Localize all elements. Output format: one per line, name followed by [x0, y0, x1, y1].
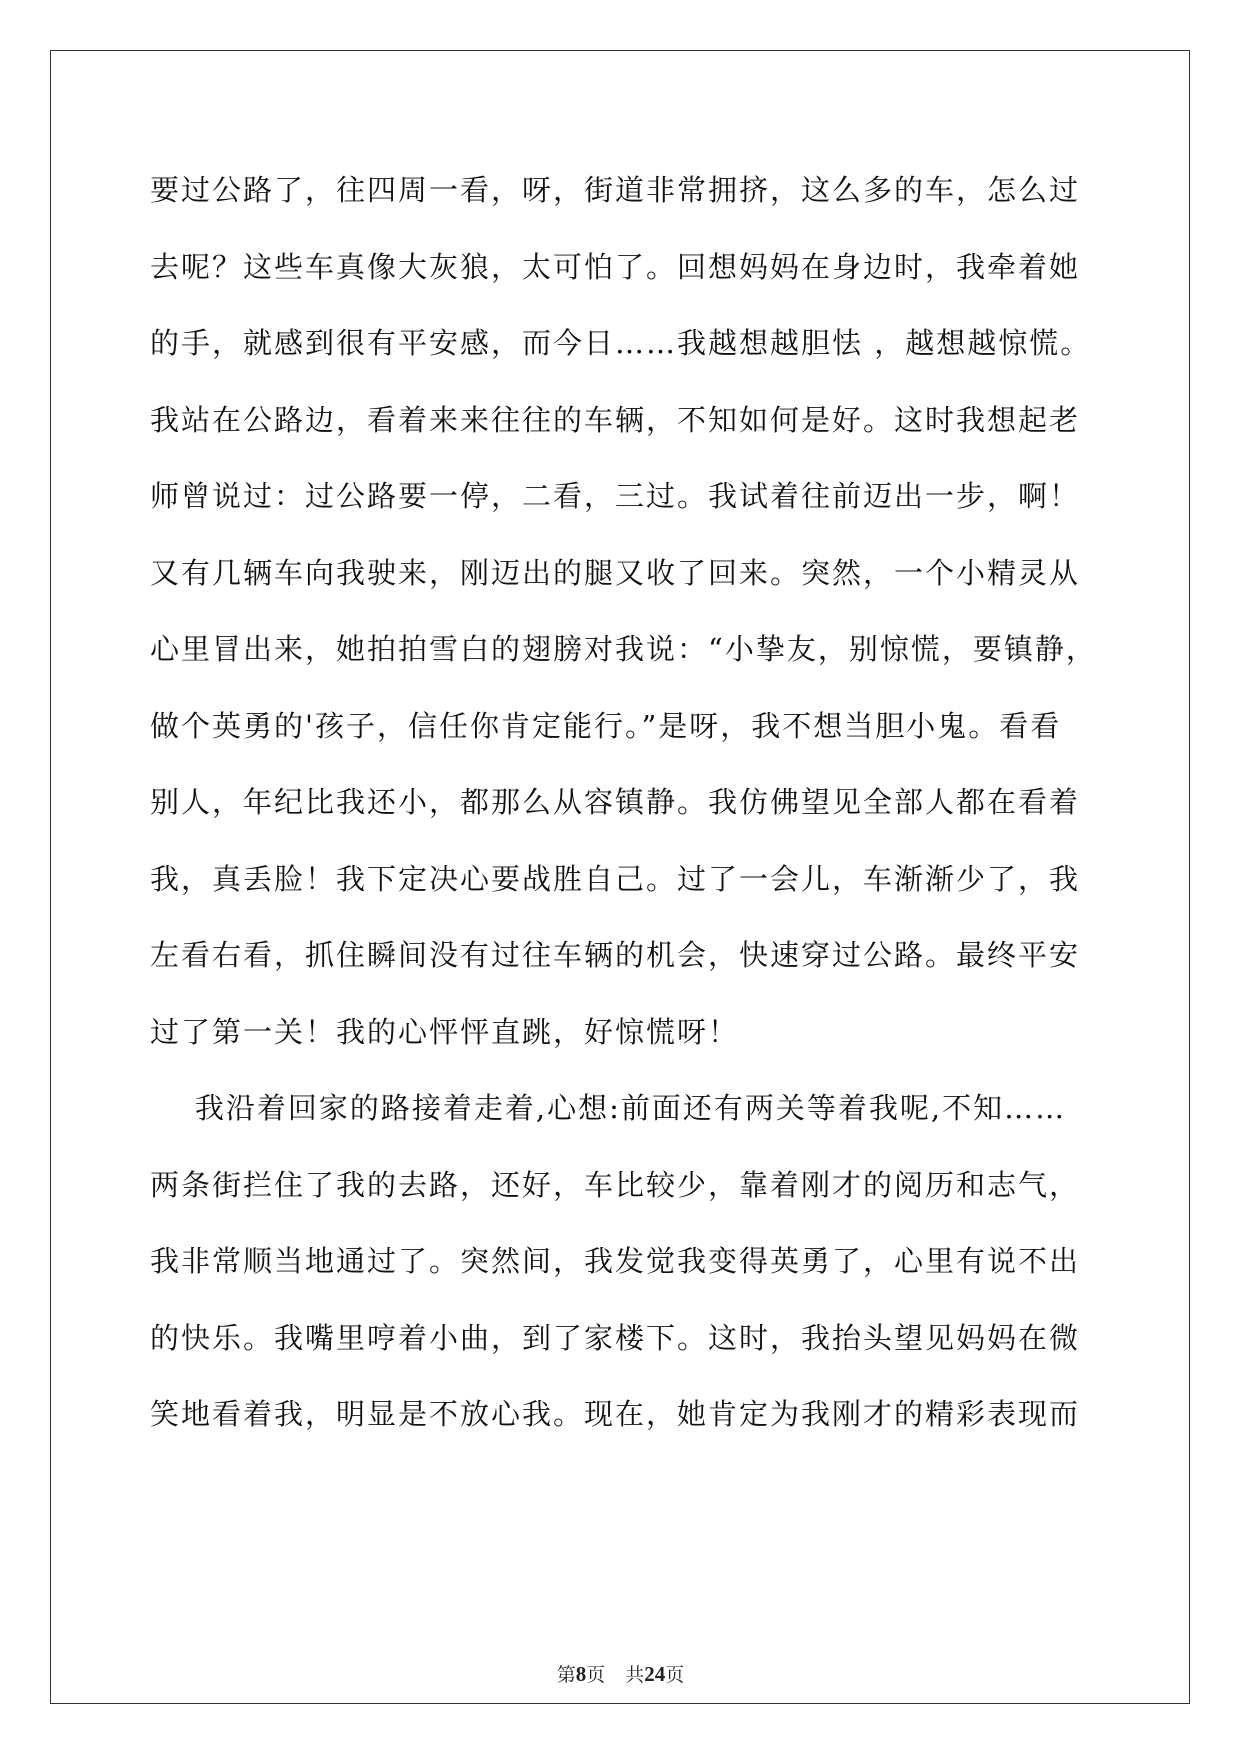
text-line: 左看右看，抓住瞬间没有过往车辆的机会，快速穿过公路。最终平安	[150, 938, 1081, 972]
text-line: 我，真丢脸！我下定决心要战胜自己。过了一会儿，车渐渐少了，我	[150, 861, 1081, 896]
text-line: 的手，就感到很有平安感，而今日……我越想越胆怯 ，越想越惊慌。	[150, 326, 1092, 360]
text-line: 去呢？这些车真像大灰狼，太可怕了。回想妈妈在身边时，我牵着她	[150, 249, 1081, 284]
total-prefix: 共	[625, 1664, 645, 1686]
text-line: 过了第一关！我的心怦怦直跳，好惊慌呀！	[150, 1014, 740, 1049]
text-line: 的快乐。我嘴里哼着小曲，到了家楼下。这时，我抬头望见妈妈在微	[150, 1320, 1081, 1355]
page-number: 8	[575, 1662, 587, 1686]
text-line: 两条街拦住了我的去路，还好，车比较少，靠着刚才的阅历和志气，	[150, 1167, 1081, 1202]
text-line: 师曾说过：过公路要一停，二看，三过。我试着往前迈出一步，啊！	[150, 479, 1081, 513]
text-line: 又有几辆车向我驶来，刚迈出的腿又收了回来。突然，一个小精灵从	[150, 555, 1081, 590]
text-line: 别人，年纪比我还小，都那么从容镇静。我仿佛望见全部人都在看着	[150, 785, 1081, 819]
text-line: 心里冒出来，她拍拍雪白的翅膀对我说：“小挚友，别惊慌，要镇静，	[150, 632, 1097, 666]
total-pages: 24	[644, 1662, 666, 1686]
page-prefix: 第	[556, 1664, 576, 1686]
text-line: 做个英勇的'孩子，信任你肯定能行。”是呀，我不想当胆小鬼。看看	[150, 708, 1062, 743]
text-line: 我非常顺当地通过了。突然间，我发觉我变得英勇了，心里有说不出	[150, 1244, 1081, 1278]
text-line: 要过公路了，往四周一看，呀，街道非常拥挤，这么多的车，怎么过	[150, 173, 1081, 207]
page-footer	[0, 1660, 1241, 1687]
text-line: 笑地看着我，明显是不放心我。现在，她肯定为我刚才的精彩表现而	[150, 1397, 1081, 1431]
text-line: 我沿着回家的路接着走着,心想:前面还有两关等着我呢,不知……	[150, 1091, 1067, 1125]
page-suffix: 页	[586, 1664, 606, 1686]
text-line: 我站在公路边，看着来来往往的车辆，不知如何是好。这时我想起老	[150, 402, 1081, 437]
body-text	[150, 165, 1100, 1466]
total-suffix: 页	[665, 1664, 685, 1686]
